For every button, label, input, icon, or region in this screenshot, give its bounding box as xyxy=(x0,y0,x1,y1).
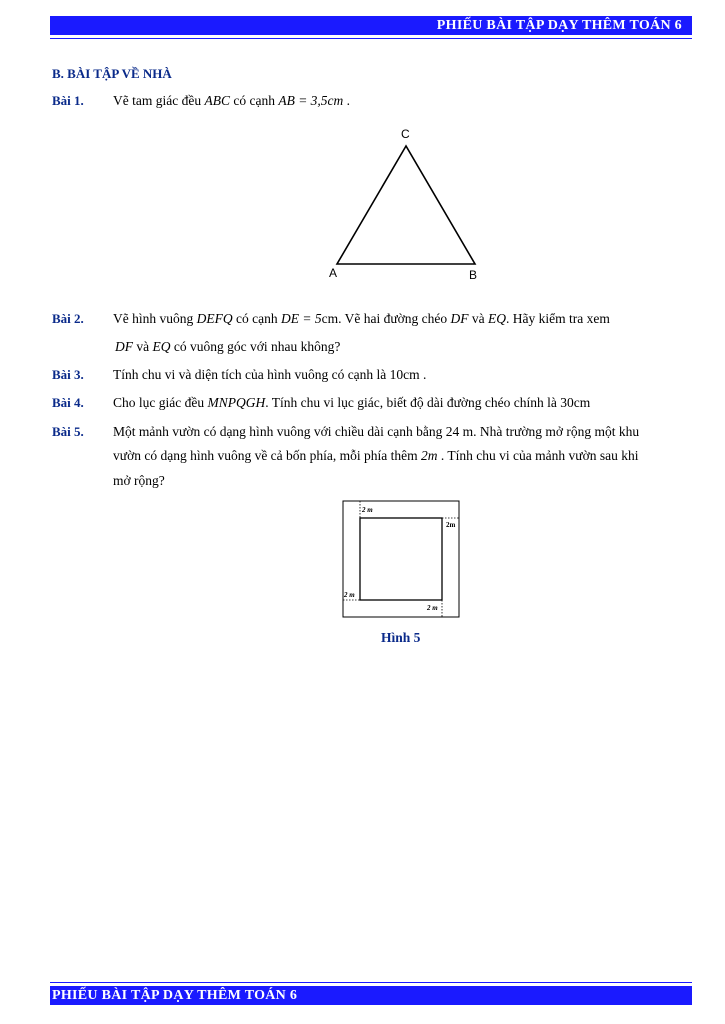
exercise-2-line-2 xyxy=(115,339,340,355)
math: DF xyxy=(115,339,133,354)
math: DE = 5 xyxy=(280,311,322,326)
math: MNPQGH xyxy=(207,395,266,410)
text: có cạnh xyxy=(229,93,279,108)
section-title: B. BÀI TẬP VỀ NHÀ xyxy=(52,66,172,81)
text: vườn có dạng hình vuông về cả bốn phía, mỗi phía thêm xyxy=(113,448,422,463)
math: EQ xyxy=(488,311,507,326)
figure-5-caption: Hình 5 xyxy=(381,630,421,645)
header-rule xyxy=(50,38,692,39)
exercise-3-line-1: Tính chu vi và diện tích của hình vuông có cạnh là 10cm . xyxy=(113,367,427,382)
text: . Tính chu vi của mảnh vườn sau khi xyxy=(437,448,639,463)
vertex-b-label: B xyxy=(469,268,478,282)
math: ABC xyxy=(204,93,230,108)
footer-title: PHIẾU BÀI TẬP DẠY THÊM TOÁN 6 xyxy=(52,988,298,1003)
exercise-5-label: Bài 5. xyxy=(52,424,84,439)
text: . xyxy=(343,93,351,108)
exercise-1-label: Bài 1. xyxy=(52,93,84,108)
math: 2m xyxy=(421,448,438,463)
exercise-2-label: Bài 2. xyxy=(52,311,84,326)
footer-bar xyxy=(50,986,692,1005)
text: và xyxy=(468,311,489,326)
text: và xyxy=(133,339,153,354)
text: có cạnh xyxy=(232,311,281,326)
header-title: PHIẾU BÀI TẬP DẠY THÊM TOÁN 6 xyxy=(436,18,682,33)
vertex-a-label: A xyxy=(329,266,338,280)
math: AB = 3,5cm xyxy=(278,93,344,108)
label-left: 2 m xyxy=(344,591,355,599)
exercise-3-label: Bài 3. xyxy=(52,367,84,382)
text: có vuông góc với nhau không? xyxy=(170,339,341,354)
triangle-abc xyxy=(337,146,475,264)
text: Vẽ tam giác đều xyxy=(113,93,205,108)
exercise-4-label: Bài 4. xyxy=(52,395,84,410)
text: Vẽ hình vuông xyxy=(113,311,197,326)
exercise-1-line-1 xyxy=(113,93,350,109)
text: . Tính chu vi lục giác, biết độ dài đường chéo chính là 30cm xyxy=(265,395,591,410)
label-top: 2 m xyxy=(362,506,373,514)
label-right: 2m xyxy=(446,521,456,529)
exercise-2-line-1 xyxy=(113,311,610,327)
exercise-5-line-2 xyxy=(113,448,638,464)
exercise-4-line-1 xyxy=(113,395,590,411)
math: DEFQ xyxy=(196,311,233,326)
garden-figure xyxy=(335,496,465,622)
math: DF xyxy=(450,311,469,326)
math: EQ xyxy=(152,339,171,354)
inner-square xyxy=(360,518,442,600)
vertex-c-label: C xyxy=(401,127,410,141)
label-bottom: 2 m xyxy=(427,604,438,612)
triangle-figure xyxy=(320,118,490,288)
exercise-5-line-1: Một mảnh vườn có dạng hình vuông với chiều dài cạnh bằng 24 m. Nhà trường mở rộng một khu xyxy=(113,424,640,439)
text: Cho lục giác đều xyxy=(113,395,208,410)
header-bar xyxy=(50,16,692,35)
exercise-5-line-3: mở rộng? xyxy=(113,473,165,488)
text: . Hãy kiểm tra xem xyxy=(506,311,610,326)
text: cm. Vẽ hai đường chéo xyxy=(321,311,451,326)
footer-rule xyxy=(50,982,692,983)
